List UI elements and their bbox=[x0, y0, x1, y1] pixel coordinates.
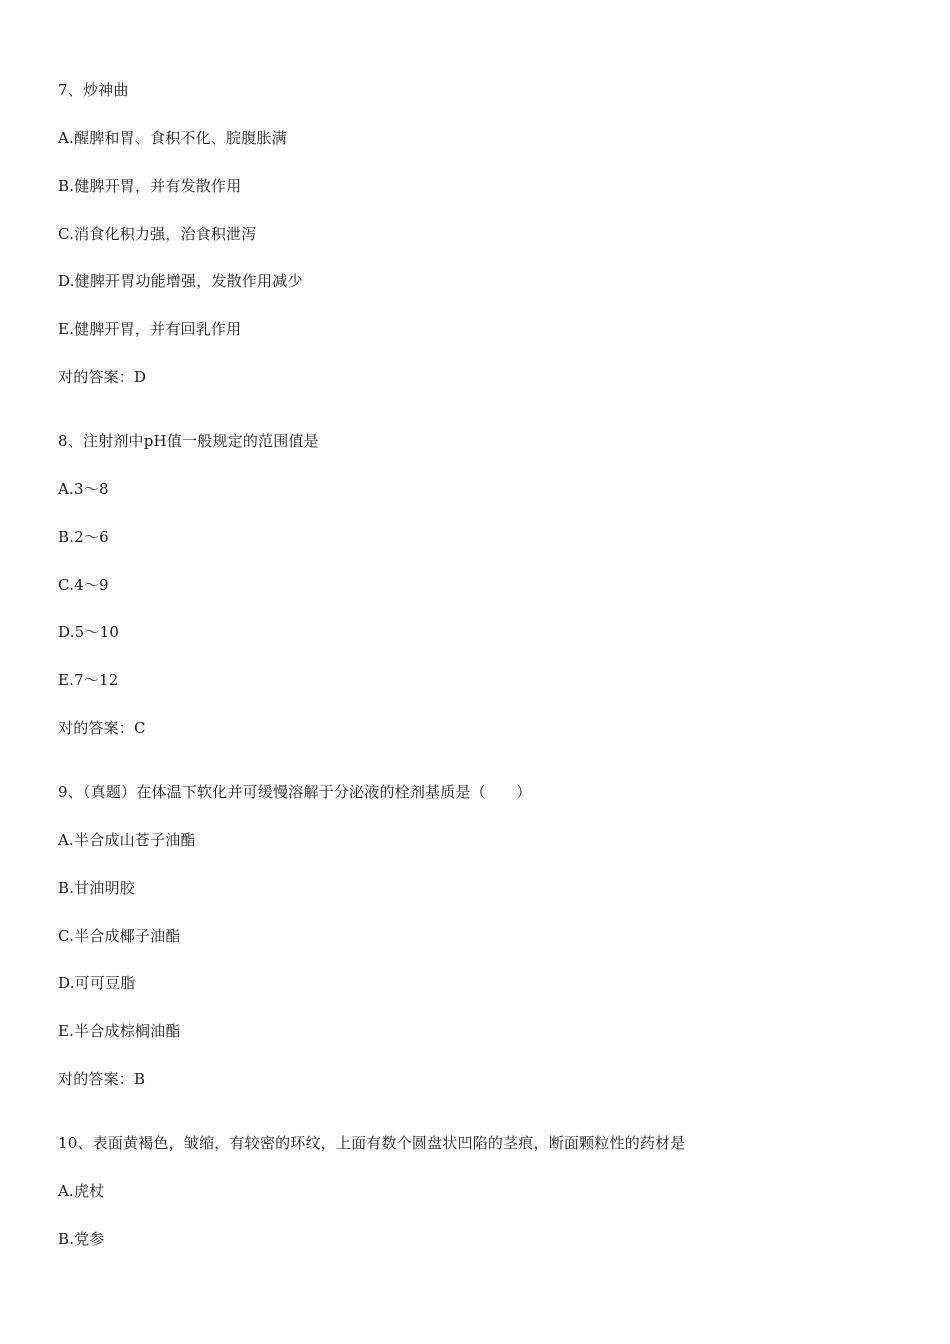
question-10-stem: 10、表面黄褐色，皱缩，有较密的环纹，上面有数个圆盘状凹陷的茎痕，断面颗粒性的药材是 bbox=[58, 1134, 686, 1152]
question-7-answer: 对的答案：D bbox=[58, 368, 147, 386]
question-10-option-b: B.党参 bbox=[58, 1230, 105, 1248]
question-10-option-a: A.虎杖 bbox=[58, 1182, 105, 1200]
question-9-option-d: D.可可豆脂 bbox=[58, 974, 136, 992]
question-9-option-c: C.半合成椰子油酯 bbox=[58, 927, 181, 945]
question-7-option-a: A.醒脾和胃、食积不化、脘腹胀满 bbox=[58, 129, 287, 147]
question-9-option-b: B.甘油明胶 bbox=[58, 879, 135, 897]
question-8-option-e: E.7～12 bbox=[58, 671, 119, 689]
question-8-option-d: D.5～10 bbox=[58, 623, 120, 641]
question-9-option-e: E.半合成棕榈油酯 bbox=[58, 1022, 181, 1040]
question-8-answer: 对的答案：C bbox=[58, 719, 146, 737]
question-8-option-c: C.4～9 bbox=[58, 576, 109, 594]
question-8-stem: 8、注射剂中pH值一般规定的范围值是 bbox=[58, 432, 319, 450]
question-9-option-a: A.半合成山苍子油酯 bbox=[58, 831, 196, 849]
question-7-option-e: E.健脾开胃，并有回乳作用 bbox=[58, 320, 242, 338]
question-7-option-b: B.健脾开胃，并有发散作用 bbox=[58, 177, 242, 195]
question-9-stem: 9、（真题）在体温下软化并可缓慢溶解于分泌液的栓剂基质是（ ） bbox=[58, 783, 532, 801]
question-9-answer: 对的答案：B bbox=[58, 1070, 146, 1088]
question-7-option-d: D.健脾开胃功能增强，发散作用减少 bbox=[58, 272, 303, 290]
question-8-option-b: B.2～6 bbox=[58, 528, 109, 546]
question-8-option-a: A.3～8 bbox=[58, 480, 109, 498]
question-7-option-c: C.消食化积力强，治食积泄泻 bbox=[58, 225, 257, 243]
question-7-stem: 7、炒神曲 bbox=[58, 81, 129, 99]
